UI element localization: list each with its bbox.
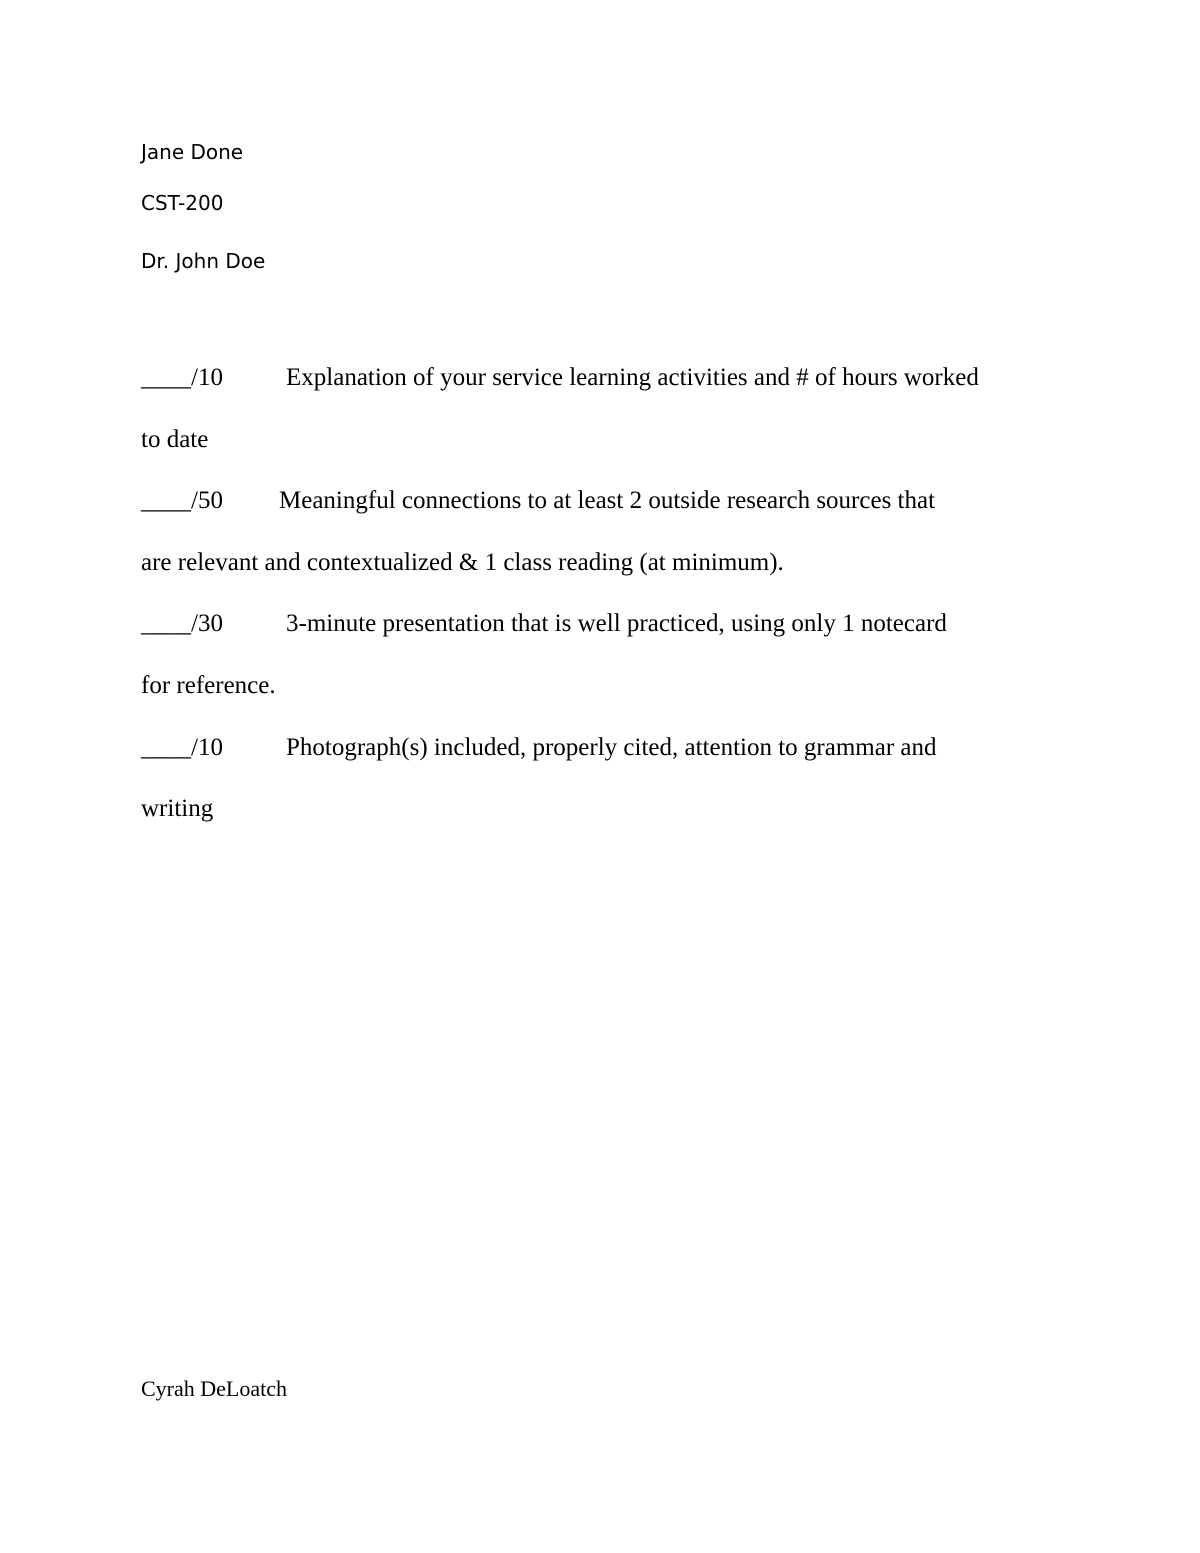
rubric-score-3: ____/30 xyxy=(141,610,223,637)
rubric-score-4: ____/10 xyxy=(141,734,223,761)
rubric-criterion-2-line1: Meaningful connections to at least 2 outside research sources that xyxy=(279,487,936,514)
rubric-criterion-4-line1: Photograph(s) included, properly cited, attention to grammar and xyxy=(286,734,937,761)
rubric-criterion-3-line2: for reference. xyxy=(141,672,276,699)
rubric-criterion-2-line2: are relevant and contextualized & 1 class reading (at minimum). xyxy=(141,549,784,576)
rubric-score-2: ____/50 xyxy=(141,487,223,514)
rubric-item-1 xyxy=(141,365,979,390)
rubric-criterion-1-line2: to date xyxy=(141,426,209,453)
rubric-item-4 xyxy=(141,735,937,760)
footer-author: Cyrah DeLoatch xyxy=(141,1376,287,1401)
course-code: CST-200 xyxy=(141,191,224,215)
rubric-item-3 xyxy=(141,611,947,636)
rubric-item-2 xyxy=(141,488,935,513)
rubric-criterion-3-line1: 3-minute presentation that is well practiced, using only 1 notecard xyxy=(286,610,947,637)
rubric-score-1: ____/10 xyxy=(141,364,223,391)
instructor-name: Dr. John Doe xyxy=(141,249,266,273)
student-name: Jane Done xyxy=(141,140,244,164)
rubric-criterion-4-line2: writing xyxy=(141,795,214,822)
rubric-criterion-1-line1: Explanation of your service learning activities and # of hours worked xyxy=(286,364,979,391)
